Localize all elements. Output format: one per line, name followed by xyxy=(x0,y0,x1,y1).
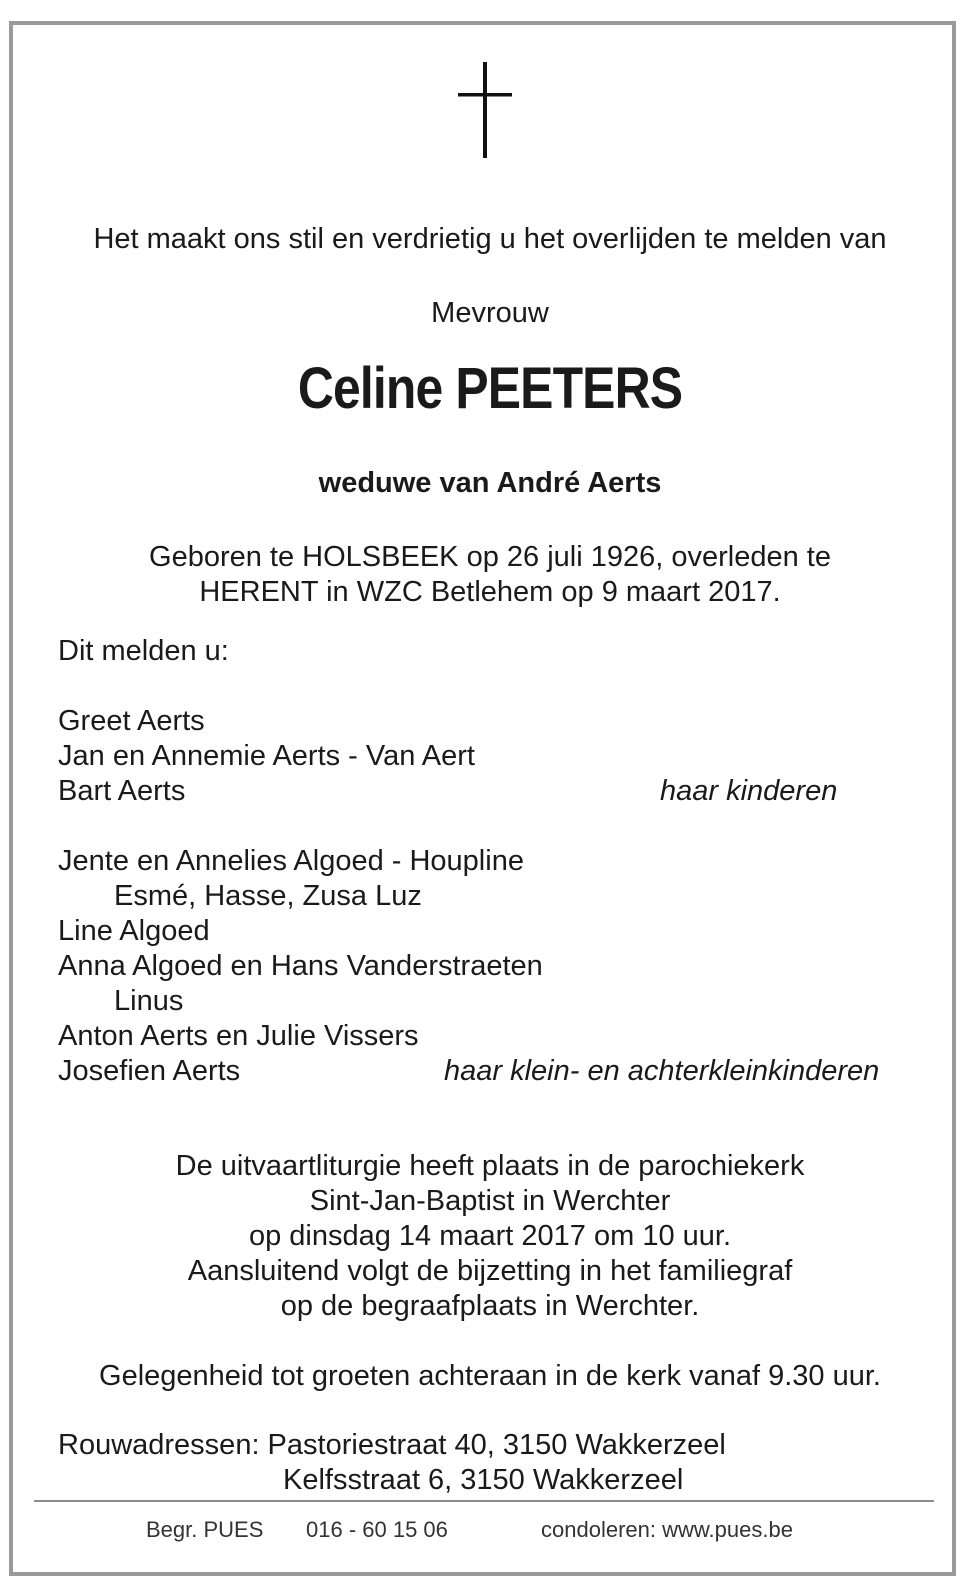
address-line-2: Kelfsstraat 6, 3150 Wakkerzeel xyxy=(283,1464,684,1496)
list-item: Anton Aerts en Julie Vissers xyxy=(58,1020,419,1052)
list-item: Josefien Aerts xyxy=(58,1055,241,1087)
address-line-1: Rouwadressen: Pastoriestraat 40, 3150 Wakkerzeel xyxy=(58,1429,726,1461)
ceremony-line: Aansluitend volgt de bijzetting in het familiegraf xyxy=(187,1255,793,1287)
children-label: haar kinderen xyxy=(660,775,838,807)
ceremony-line: op dinsdag 14 maart 2017 om 10 uur. xyxy=(248,1220,732,1252)
salutation: Mevrouw xyxy=(431,297,549,329)
cross-icon xyxy=(455,62,515,158)
footer-condolences: condoleren: www.pues.be xyxy=(541,1517,793,1542)
list-item: Bart Aerts xyxy=(58,775,186,807)
intro-text: Het maakt ons stil en verdrietig u het overlijden te melden van xyxy=(93,223,887,255)
list-item: Linus xyxy=(114,985,184,1017)
greeting-text: Gelegenheid tot groeten achteraan in de kerk vanaf 9.30 uur. xyxy=(99,1360,881,1392)
deceased-name: Celine PEETERS xyxy=(297,356,683,421)
announce-text: Dit melden u: xyxy=(58,635,229,667)
birth-line-1: Geboren te HOLSBEEK op 26 juli 1926, overleden te xyxy=(149,541,831,573)
ceremony-line: De uitvaartliturgie heeft plaats in de parochiekerk xyxy=(175,1150,805,1182)
footer-divider xyxy=(34,1500,934,1502)
list-item: Line Algoed xyxy=(58,915,210,947)
list-item: Greet Aerts xyxy=(58,705,205,737)
footer-undertaker: Begr. PUES xyxy=(146,1517,264,1542)
birth-line-2: HERENT in WZC Betlehem op 9 maart 2017. xyxy=(199,576,781,608)
list-item: Anna Algoed en Hans Vanderstraeten xyxy=(58,950,543,982)
footer-phone: 016 - 60 15 06 xyxy=(306,1517,448,1542)
ceremony-line: Sint-Jan-Baptist in Werchter xyxy=(309,1185,671,1217)
grandchildren-label: haar klein- en achterkleinkinderen xyxy=(444,1055,880,1087)
relation-text: weduwe van André Aerts xyxy=(318,467,662,499)
ceremony-line: op de begraafplaats in Werchter. xyxy=(280,1290,700,1322)
list-item: Jan en Annemie Aerts - Van Aert xyxy=(58,740,475,772)
list-item: Esmé, Hasse, Zusa Luz xyxy=(114,880,422,912)
list-item: Jente en Annelies Algoed - Houpline xyxy=(58,845,524,877)
